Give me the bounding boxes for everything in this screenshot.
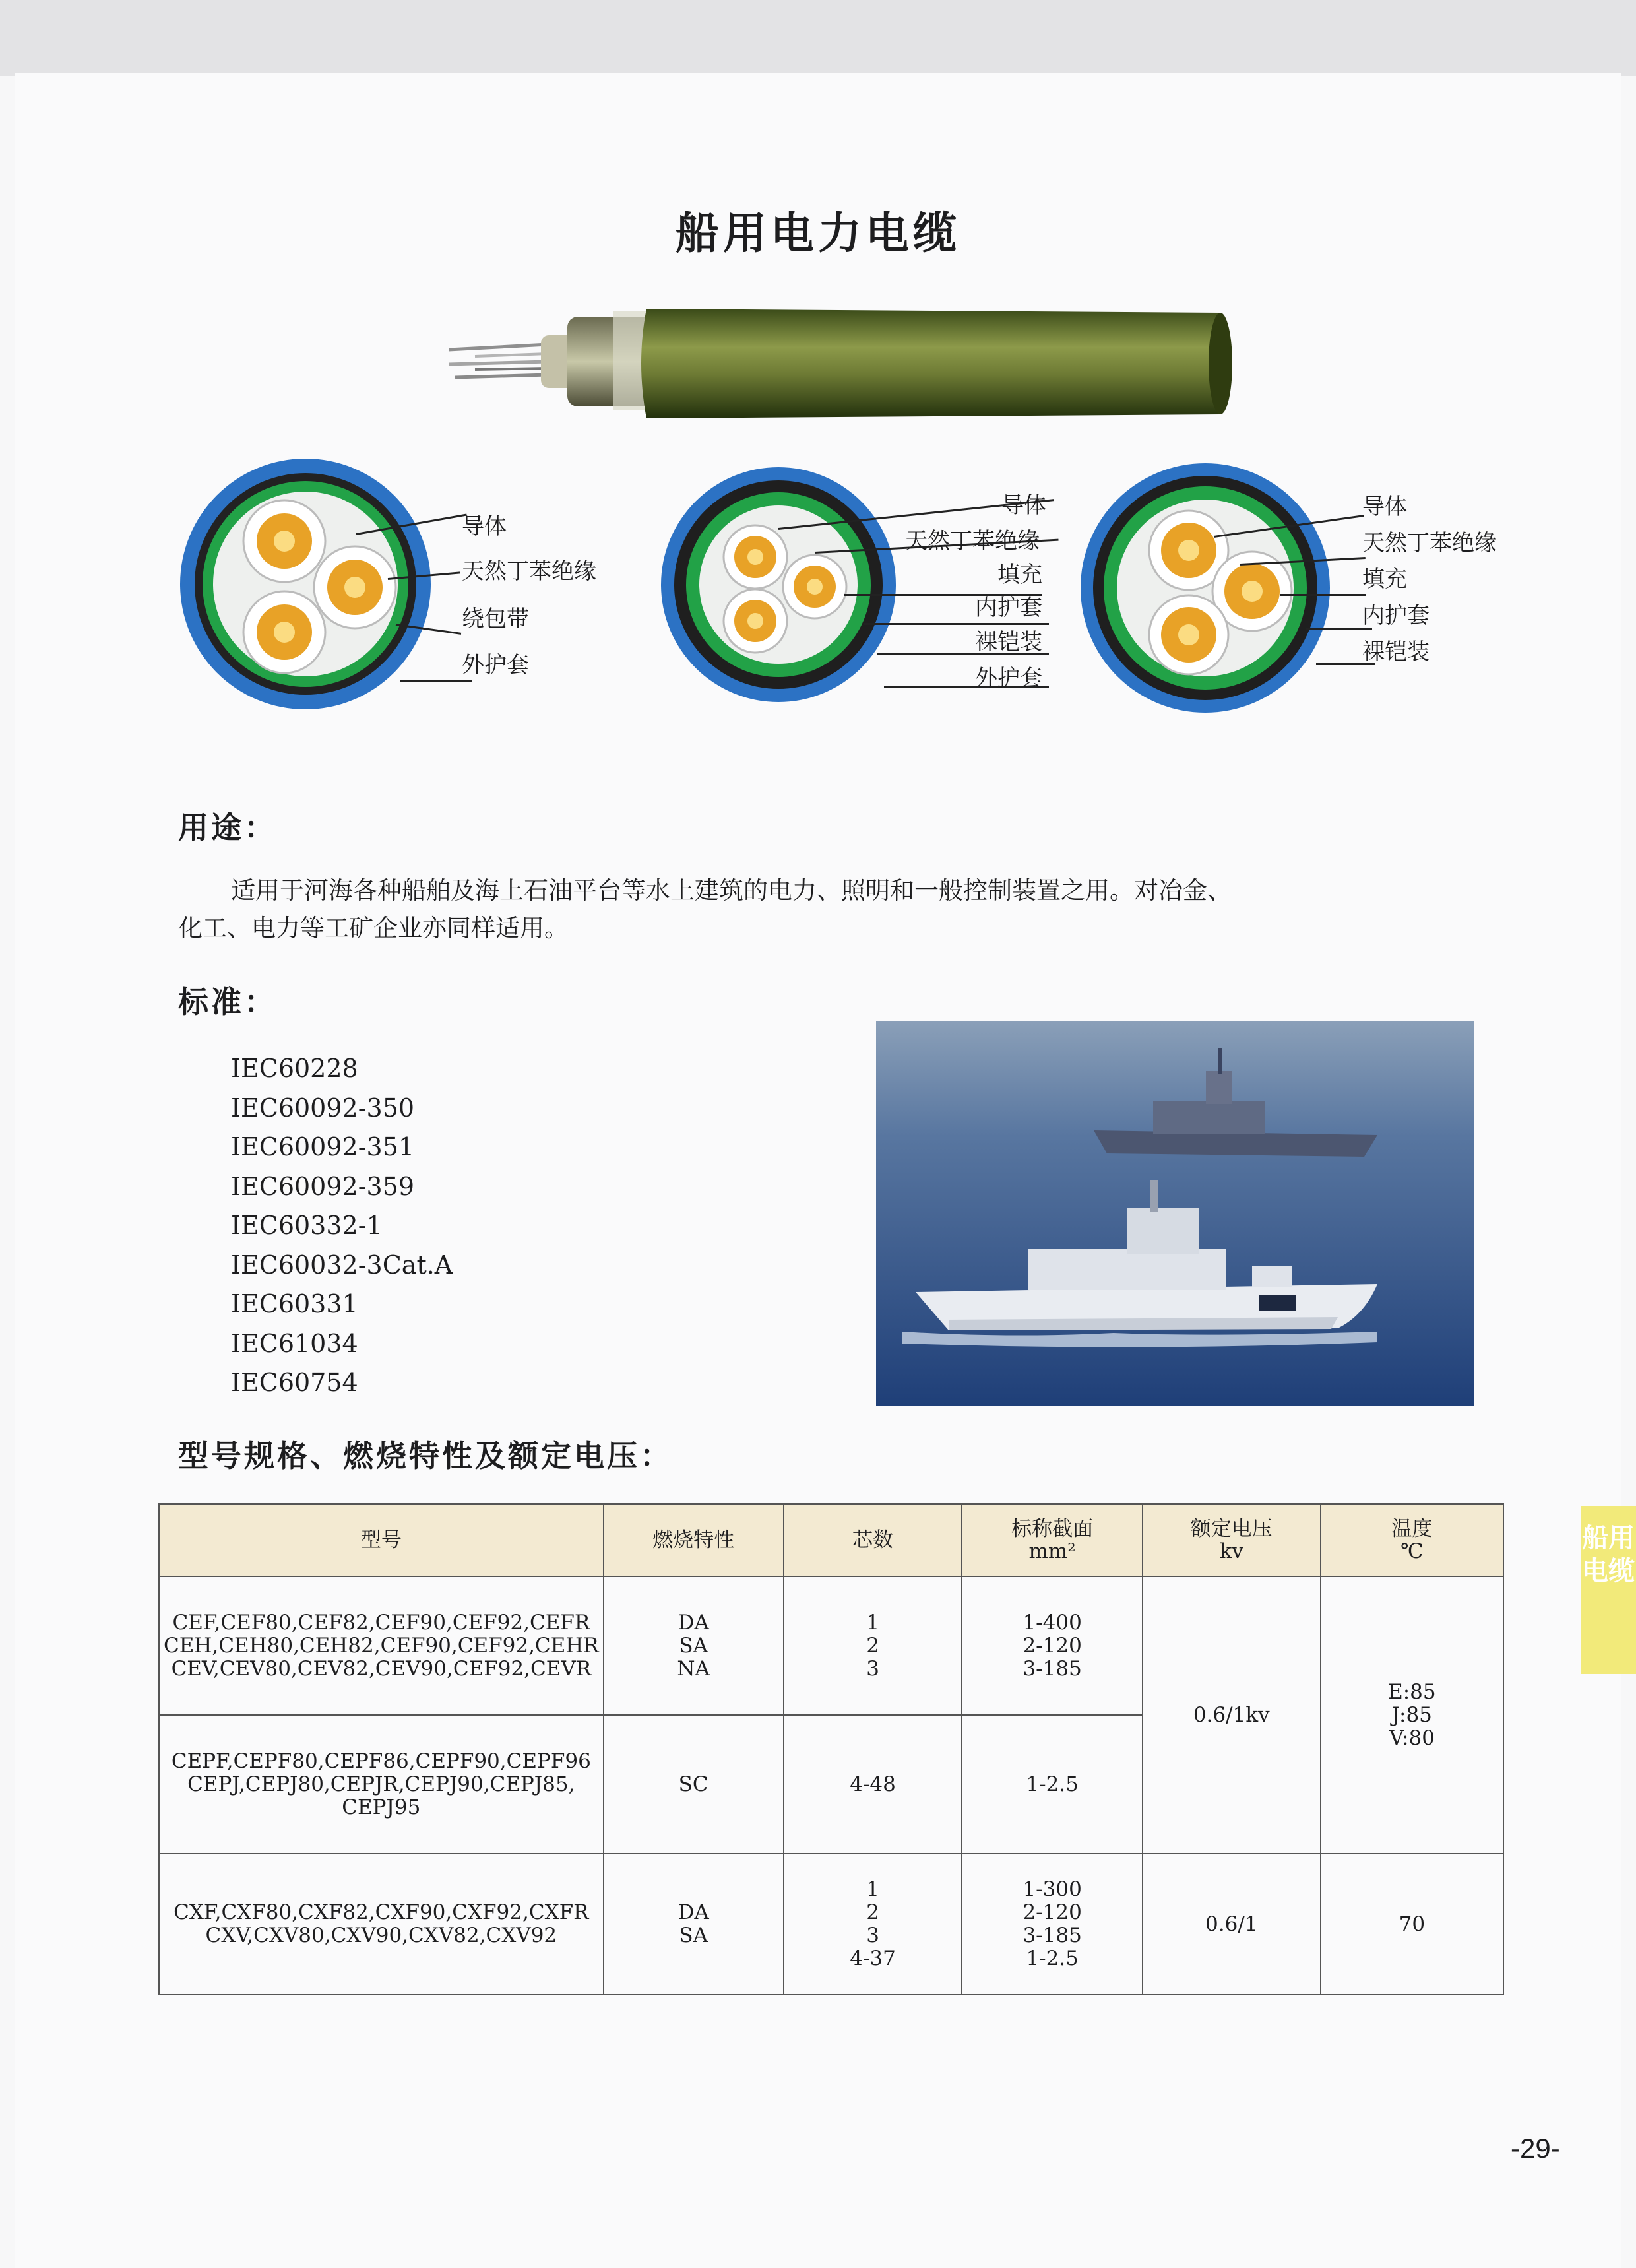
- label-filler: 填充: [1362, 566, 1407, 593]
- label-insulation: 天然丁苯绝缘: [1362, 530, 1497, 556]
- standard-item: IEC60754: [231, 1368, 358, 1397]
- table-row: [159, 1576, 1503, 1715]
- standard-item: IEC61034: [231, 1328, 358, 1358]
- label-inner-sheath: 内护套: [1362, 602, 1430, 629]
- cable-illustration: [449, 304, 1240, 436]
- voltage-label: 额定电压: [1190, 1517, 1273, 1541]
- standards-heading: 标准：: [178, 984, 277, 1020]
- temp-unit: ℃: [1400, 1539, 1424, 1563]
- label-armour: 裸铠装: [975, 629, 1042, 655]
- core-bottom: [724, 589, 787, 653]
- label-outer-sheath: 外护套: [462, 652, 529, 678]
- section-cell: 1-2.5: [962, 1715, 1142, 1854]
- standard-item: IEC60228: [231, 1054, 358, 1083]
- table-row: [159, 1854, 1503, 1995]
- core-top: [724, 525, 787, 589]
- cross-section-right: [1079, 462, 1331, 714]
- label-conductor: 导体: [1001, 492, 1046, 519]
- label-outer-sheath: 外护套: [975, 665, 1042, 692]
- cores-cell: 4-48: [784, 1715, 962, 1854]
- core-right: [314, 546, 396, 628]
- cable-wire-strands: [449, 344, 548, 377]
- core-right: [783, 555, 846, 618]
- page-number: -29-: [1511, 2133, 1560, 2164]
- standards-list: [231, 1049, 453, 1403]
- flame-cell: SC: [604, 1715, 784, 1854]
- label-armour: 裸铠装: [1362, 639, 1430, 665]
- warship-photo: [876, 1021, 1474, 1406]
- col-header-flame: 燃烧特性: [604, 1504, 784, 1576]
- temp-cell: E:85 J:85 V:80: [1321, 1576, 1503, 1854]
- section-cell: 1-300 2-120 3-185 1-2.5: [962, 1854, 1142, 1995]
- temp-label: 温度: [1391, 1517, 1433, 1541]
- page-title: 船用电力电缆: [676, 208, 960, 259]
- leader-line: [1280, 594, 1366, 596]
- side-tab: 船用电缆: [1581, 1506, 1636, 1674]
- standard-item: IEC60331: [231, 1289, 358, 1318]
- label-conductor: 导体: [1362, 494, 1407, 520]
- label-wrap-tape: 绕包带: [462, 606, 529, 632]
- cable-end-cap: [1209, 313, 1232, 414]
- core-bottom: [1149, 595, 1228, 674]
- usage-heading: 用途：: [178, 810, 277, 845]
- flame-cell: DA SA NA: [604, 1576, 784, 1715]
- standard-item: IEC60032-3Cat.A: [231, 1250, 453, 1280]
- usage-line-1: 适用于河海各种船舶及海上石油平台等水上建筑的电力、照明和一般控制装置之用。对冶金、: [231, 876, 1232, 905]
- cross-section-left: [177, 455, 434, 713]
- flame-cell: DA SA: [604, 1854, 784, 1995]
- spec-table: [158, 1503, 1504, 1995]
- cores-cell: 1 2 3 4-37: [784, 1854, 962, 1995]
- col-header-section: [962, 1504, 1142, 1576]
- leader-line: [400, 680, 472, 682]
- col-header-temp: [1321, 1504, 1503, 1576]
- voltage-cell: 0.6/1: [1143, 1854, 1321, 1995]
- cores-cell: 1 2 3: [784, 1576, 962, 1715]
- standard-item: IEC60092-351: [231, 1132, 415, 1161]
- cross-section-middle: [660, 466, 897, 703]
- section-unit: mm²: [1028, 1539, 1076, 1563]
- label-filler: 填充: [997, 562, 1042, 588]
- core-top: [243, 500, 325, 582]
- section-label: 标称截面: [1011, 1517, 1094, 1541]
- temp-cell: 70: [1321, 1854, 1503, 1995]
- spec-header-row: [159, 1504, 1503, 1576]
- label-insulation: 天然丁苯绝缘: [905, 528, 1040, 554]
- col-header-cores: 芯数: [784, 1504, 962, 1576]
- core-bottom: [243, 591, 325, 673]
- spec-heading: 型号规格、燃烧特性及额定电压：: [178, 1438, 673, 1474]
- voltage-unit: kv: [1219, 1539, 1243, 1563]
- standard-item: IEC60092-359: [231, 1171, 415, 1201]
- label-inner-sheath: 内护套: [975, 595, 1042, 621]
- label-insulation: 天然丁苯绝缘: [462, 558, 596, 585]
- standard-item: IEC60332-1: [231, 1211, 383, 1240]
- model-cell: CEPF,CEPF80,CEPF86,CEPF90,CEPF96 CEPJ,CEPJ80,CEPJR,CEPJ90,CEPJ85, CEPJ95: [159, 1715, 604, 1854]
- cable-outer-sheath: [641, 309, 1227, 418]
- scan-top-band: [0, 0, 1636, 76]
- model-cell: CXF,CXF80,CXF82,CXF90,CXF92,CXFR CXV,CXV80,CXV90,CXV82,CXV92: [159, 1854, 604, 1995]
- voltage-cell: 0.6/1kv: [1143, 1576, 1321, 1854]
- col-header-model: 型号: [159, 1504, 604, 1576]
- standard-item: IEC60092-350: [231, 1093, 415, 1122]
- col-header-voltage: [1143, 1504, 1321, 1576]
- model-cell: CEF,CEF80,CEF82,CEF90,CEF92,CEFR CEH,CEH80,CEH82,CEF90,CEF92,CEHR CEV,CEV80,CEV82,CEV90,CEF92,CEVR: [159, 1576, 604, 1715]
- label-conductor: 导体: [462, 513, 507, 540]
- usage-line-2: 化工、电力等工矿企业亦同样适用。: [178, 914, 569, 942]
- section-cell: 1-400 2-120 3-185: [962, 1576, 1142, 1715]
